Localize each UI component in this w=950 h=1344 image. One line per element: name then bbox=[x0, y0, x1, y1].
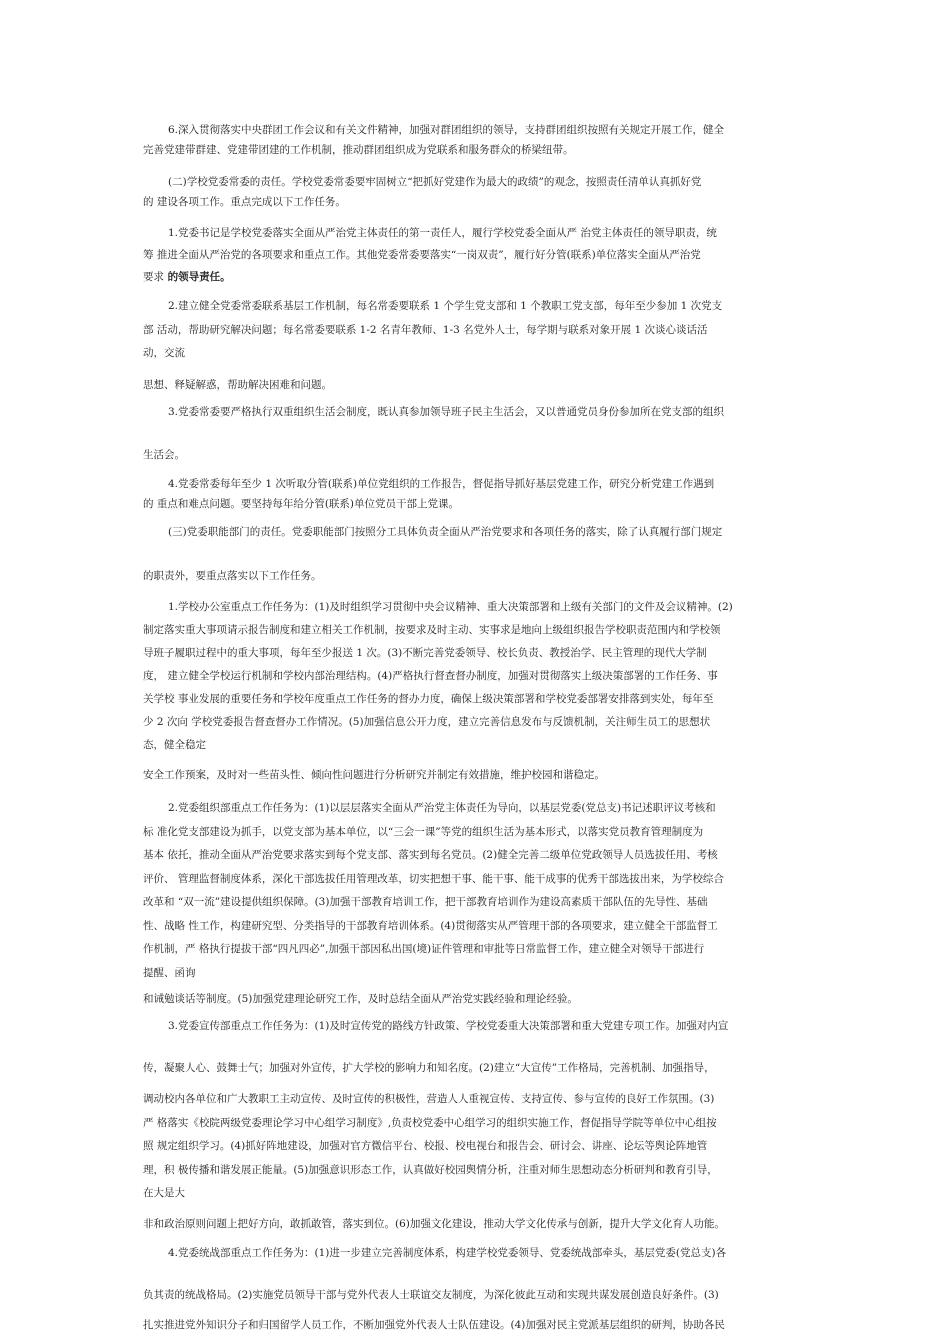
text-line: 完善党建带群建、党建带团建的工作机制，推动群团组织成为党联系和服务群众的桥梁纽带。 bbox=[143, 144, 574, 156]
text-line: 的 建设各项工作。重点完成以下工作任务。 bbox=[143, 196, 346, 208]
paragraph-p9b bbox=[143, 989, 808, 1009]
paragraph-p10d bbox=[143, 1214, 808, 1234]
text-line: 评价、 管理监督制度体系，深化干部选拔任用管理改革，切实把想干事、能干事、能干成事的优秀干部选拔出来，为学校综合 bbox=[143, 872, 724, 885]
text-line: 部 活动，帮助研究解决问题；每名常委要联系 1-2 名青年教师、1-3 名党外人士，每学期与联系对象开展 1 次谈心谈话活 bbox=[143, 323, 708, 336]
paragraph-p9 bbox=[143, 797, 808, 985]
paragraph-p7b bbox=[143, 566, 808, 586]
text-line: 基本 依托，推动全面从严治党要求落实到每个党支部、落实到每名党员。(2)健全完善二级单位党政领导人员选拔任用、考核 bbox=[143, 849, 718, 861]
text-line: 1.学校办公室重点工作任务为：(1)及时组织学习贯彻中央会议精神、重大决策部署和上级有关部门的文件及会议精神。(2) bbox=[168, 601, 733, 613]
text-line: 要求 的领导责任。 bbox=[143, 271, 231, 283]
text-line: 2.建立健全党委常委联系基层工作机制，每名常委要联系 1 个学生党支部和 1 个教职工党支部，每年至少参加 1 次党支 bbox=[168, 300, 723, 312]
text-line: 标 准化党支部建设为抓手，以党支部为基本单位，以“三会一课”等党的组织生活为基本形式，以落实党员教育管理制度为 bbox=[143, 825, 704, 838]
text-line: 动，交流 bbox=[143, 347, 185, 359]
text-line: 3.党委宣传部重点工作任务为：(1)及时宣传党的路线方针政策、学校党委重大决策部署和重大党建专项工作。加强对内宣 bbox=[168, 1020, 729, 1032]
text-line: 导班子履职过程中的重大事项，每年至少报送 1 次。(3)不断完善党委领导、校长负责、教授治学、民主管理的现代大学制 bbox=[143, 647, 707, 659]
text-line: 的职责外，要重点落实以下工作任务。 bbox=[143, 570, 322, 582]
paragraph-p5 bbox=[143, 402, 808, 422]
text-line: 作机制，严 格执行提拔干部“四凡四必”,加强干部因私出国(境)证件管理和审批等日常监督工作，建立健全对领导干部进行 bbox=[143, 943, 705, 955]
paragraph-p3 bbox=[143, 222, 808, 288]
text-line: 思想、释疑解惑，帮助解决困难和问题。 bbox=[143, 379, 332, 391]
paragraph-p11 bbox=[143, 1243, 808, 1263]
paragraph-p4b bbox=[143, 375, 808, 395]
paragraph-p8b bbox=[143, 765, 808, 785]
text-line: 关学校 事业发展的重要任务和学校年度重点工作任务的督办力度，确保上级决策部署和学校党委部署安排落到实处，每年至 bbox=[143, 693, 714, 705]
text-line: 性、战略 性工作，构建研究型、分类指导的干部教育培训体系。(4)贯彻落实从严管理干部的各项要求，建立健全干部监督工 bbox=[143, 919, 718, 932]
text-line: 少 2 次向 学校党委报告督查督办工作情况。(5)加强信息公开力度，建立完善信息发布与反馈机制，关注师生员工的思想状 bbox=[143, 716, 711, 728]
text-line: 的 重点和难点问题。要坚持每年给分管(联系)单位党员干部上党课。 bbox=[143, 498, 460, 510]
text-line: 改革和 “双一流”建设提供组织保障。(3)加强干部教育培训工作，把干部教育培训作为建设高素质干部队伍的先导性、基础 bbox=[143, 896, 708, 908]
paragraph-p2 bbox=[143, 172, 808, 212]
paragraph-p10 bbox=[143, 1016, 808, 1036]
paragraph-p1 bbox=[143, 120, 808, 160]
text-line: 筹 推进全面从严治党的各项要求和重点工作。其他党委常委要落实“一岗双责”，履行好分管(联系)单位落实全面从严治党 bbox=[143, 249, 701, 261]
text-line: 提醒、函询 bbox=[143, 966, 196, 979]
paragraph-p10b bbox=[143, 1058, 808, 1078]
text-line: 传，凝聚人心、鼓舞士气；加强对外宣传，扩大学校的影响力和知名度。(2)建立“大宣传”工作格局，完善机制、加强指导， bbox=[143, 1062, 715, 1074]
text-line: 态，健全稳定 bbox=[143, 739, 206, 751]
text-line: 4.党委统战部重点工作任务为：(1)进一步建立完善制度体系，构建学校党委领导、党委统战部牵头，基层党委(党总支)各 bbox=[168, 1247, 727, 1259]
text-line: 调动校内各单位和广大教职工主动宣传、及时宣传的积极性，营造人人重视宣传、支持宣传、参与宣传的良好工作氛围。(3) bbox=[143, 1093, 715, 1105]
text-line: 4.党委常委每年至少 1 次听取分管(联系)单位党组织的工作报告，督促指导抓好基层党建工作，研究分析党建工作遇到 bbox=[168, 478, 715, 490]
paragraph-p11c bbox=[143, 1315, 808, 1335]
paragraph-p7 bbox=[143, 522, 808, 542]
text-line: 2.党委组织部重点工作任务为：(1)以层层落实全面从严治党主体责任为导向，以基层党委(党总支)书记述职评议考核和 bbox=[168, 802, 716, 814]
text-line: 严 格落实《校院两级党委理论学习中心组学习制度》,负责校党委中心组学习的组织实施工作，督促指导学院等单位中心组按 bbox=[143, 1116, 717, 1129]
text-line: 在大是大 bbox=[143, 1187, 185, 1199]
text-line: 度， 建立健全学校运行机制和学校内部治理结构。(4)严格执行督查督办制度，加强对贯彻落实上级决策部署的工作任务、事 bbox=[143, 670, 718, 682]
text-line: 扎实推进党外知识分子和归国留学人员工作，不断加强党外代表人士队伍建设。(4)加强对民主党派基层组织的研判，协助各民 bbox=[143, 1319, 725, 1331]
text-line: 制定落实重大事项请示报告制度和建立相关工作机制，按要求及时主动、实事求是地向上级组织报告学校职责范围内和学校领 bbox=[143, 624, 721, 636]
bold-text: 的领导责任。 bbox=[164, 271, 231, 283]
text-line: 3.党委常委要严格执行双重组织生活会制度，既认真参加领导班子民主生活会，又以普通党员身份参加所在党支部的组织 bbox=[168, 406, 725, 418]
paragraph-p5b bbox=[143, 445, 808, 465]
text-line: 非和政治原则问题上把好方向，敢抓敢管，落实到位。(6)加强文化建设，推动大学文化传承与创新，提升大学文化育人功能。 bbox=[143, 1218, 725, 1230]
text-line: 负其责的统战格局。(2)实施党员领导干部与党外代表人士联谊交友制度，为深化彼此互动和实现共谋发展创造良好条件。(3) bbox=[143, 1289, 719, 1301]
text-line: (二)学校党委常委的责任。学校党委常委要牢固树立“把抓好党建作为最大的政绩”的观念，按照责任清单认真抓好党 bbox=[168, 176, 702, 188]
text-line: (三)党委职能部门的责任。党委职能部门按照分工具体负责全面从严治党要求和各项任务的落实，除了认真履行部门规定 bbox=[168, 526, 723, 538]
paragraph-p6 bbox=[143, 474, 808, 514]
text-line: 理，积 极传播和谐发展正能量。(5)加强意识形态工作，认真做好校园舆情分析，注重对师生思想动态分析研判和教育引导， bbox=[143, 1163, 718, 1176]
text-line: 安全工作预案，及时对一些苗头性、倾向性问题进行分析研究并制定有效措施，维护校园和谐稳定。 bbox=[143, 769, 605, 781]
paragraph-p11b bbox=[143, 1285, 808, 1305]
paragraph-p8 bbox=[143, 596, 808, 757]
paragraph-p4 bbox=[143, 295, 808, 366]
text-line: 1.党委书记是学校党委落实全面从严治党主体责任的第一责任人，履行学校党委全面从严 治党主体责任的领导职责，统 bbox=[168, 227, 717, 239]
paragraph-p10c bbox=[143, 1088, 808, 1206]
text-line: 照 规定组织学习。(4)抓好阵地建设，加强对官方微信平台、校报、校电视台和报告会、研讨会、讲座、论坛等舆论阵地管 bbox=[143, 1140, 708, 1152]
text-line: 6.深入贯彻落实中央群团工作会议和有关文件精神，加强对群团组织的领导，支持群团组织按照有关规定开展工作，健全 bbox=[168, 124, 725, 136]
text-line: 生活会。 bbox=[143, 449, 185, 461]
text-line: 和诫勉谈话等制度。(5)加强党建理论研究工作，及时总结全面从严治党实践经验和理论经验。 bbox=[143, 993, 578, 1005]
